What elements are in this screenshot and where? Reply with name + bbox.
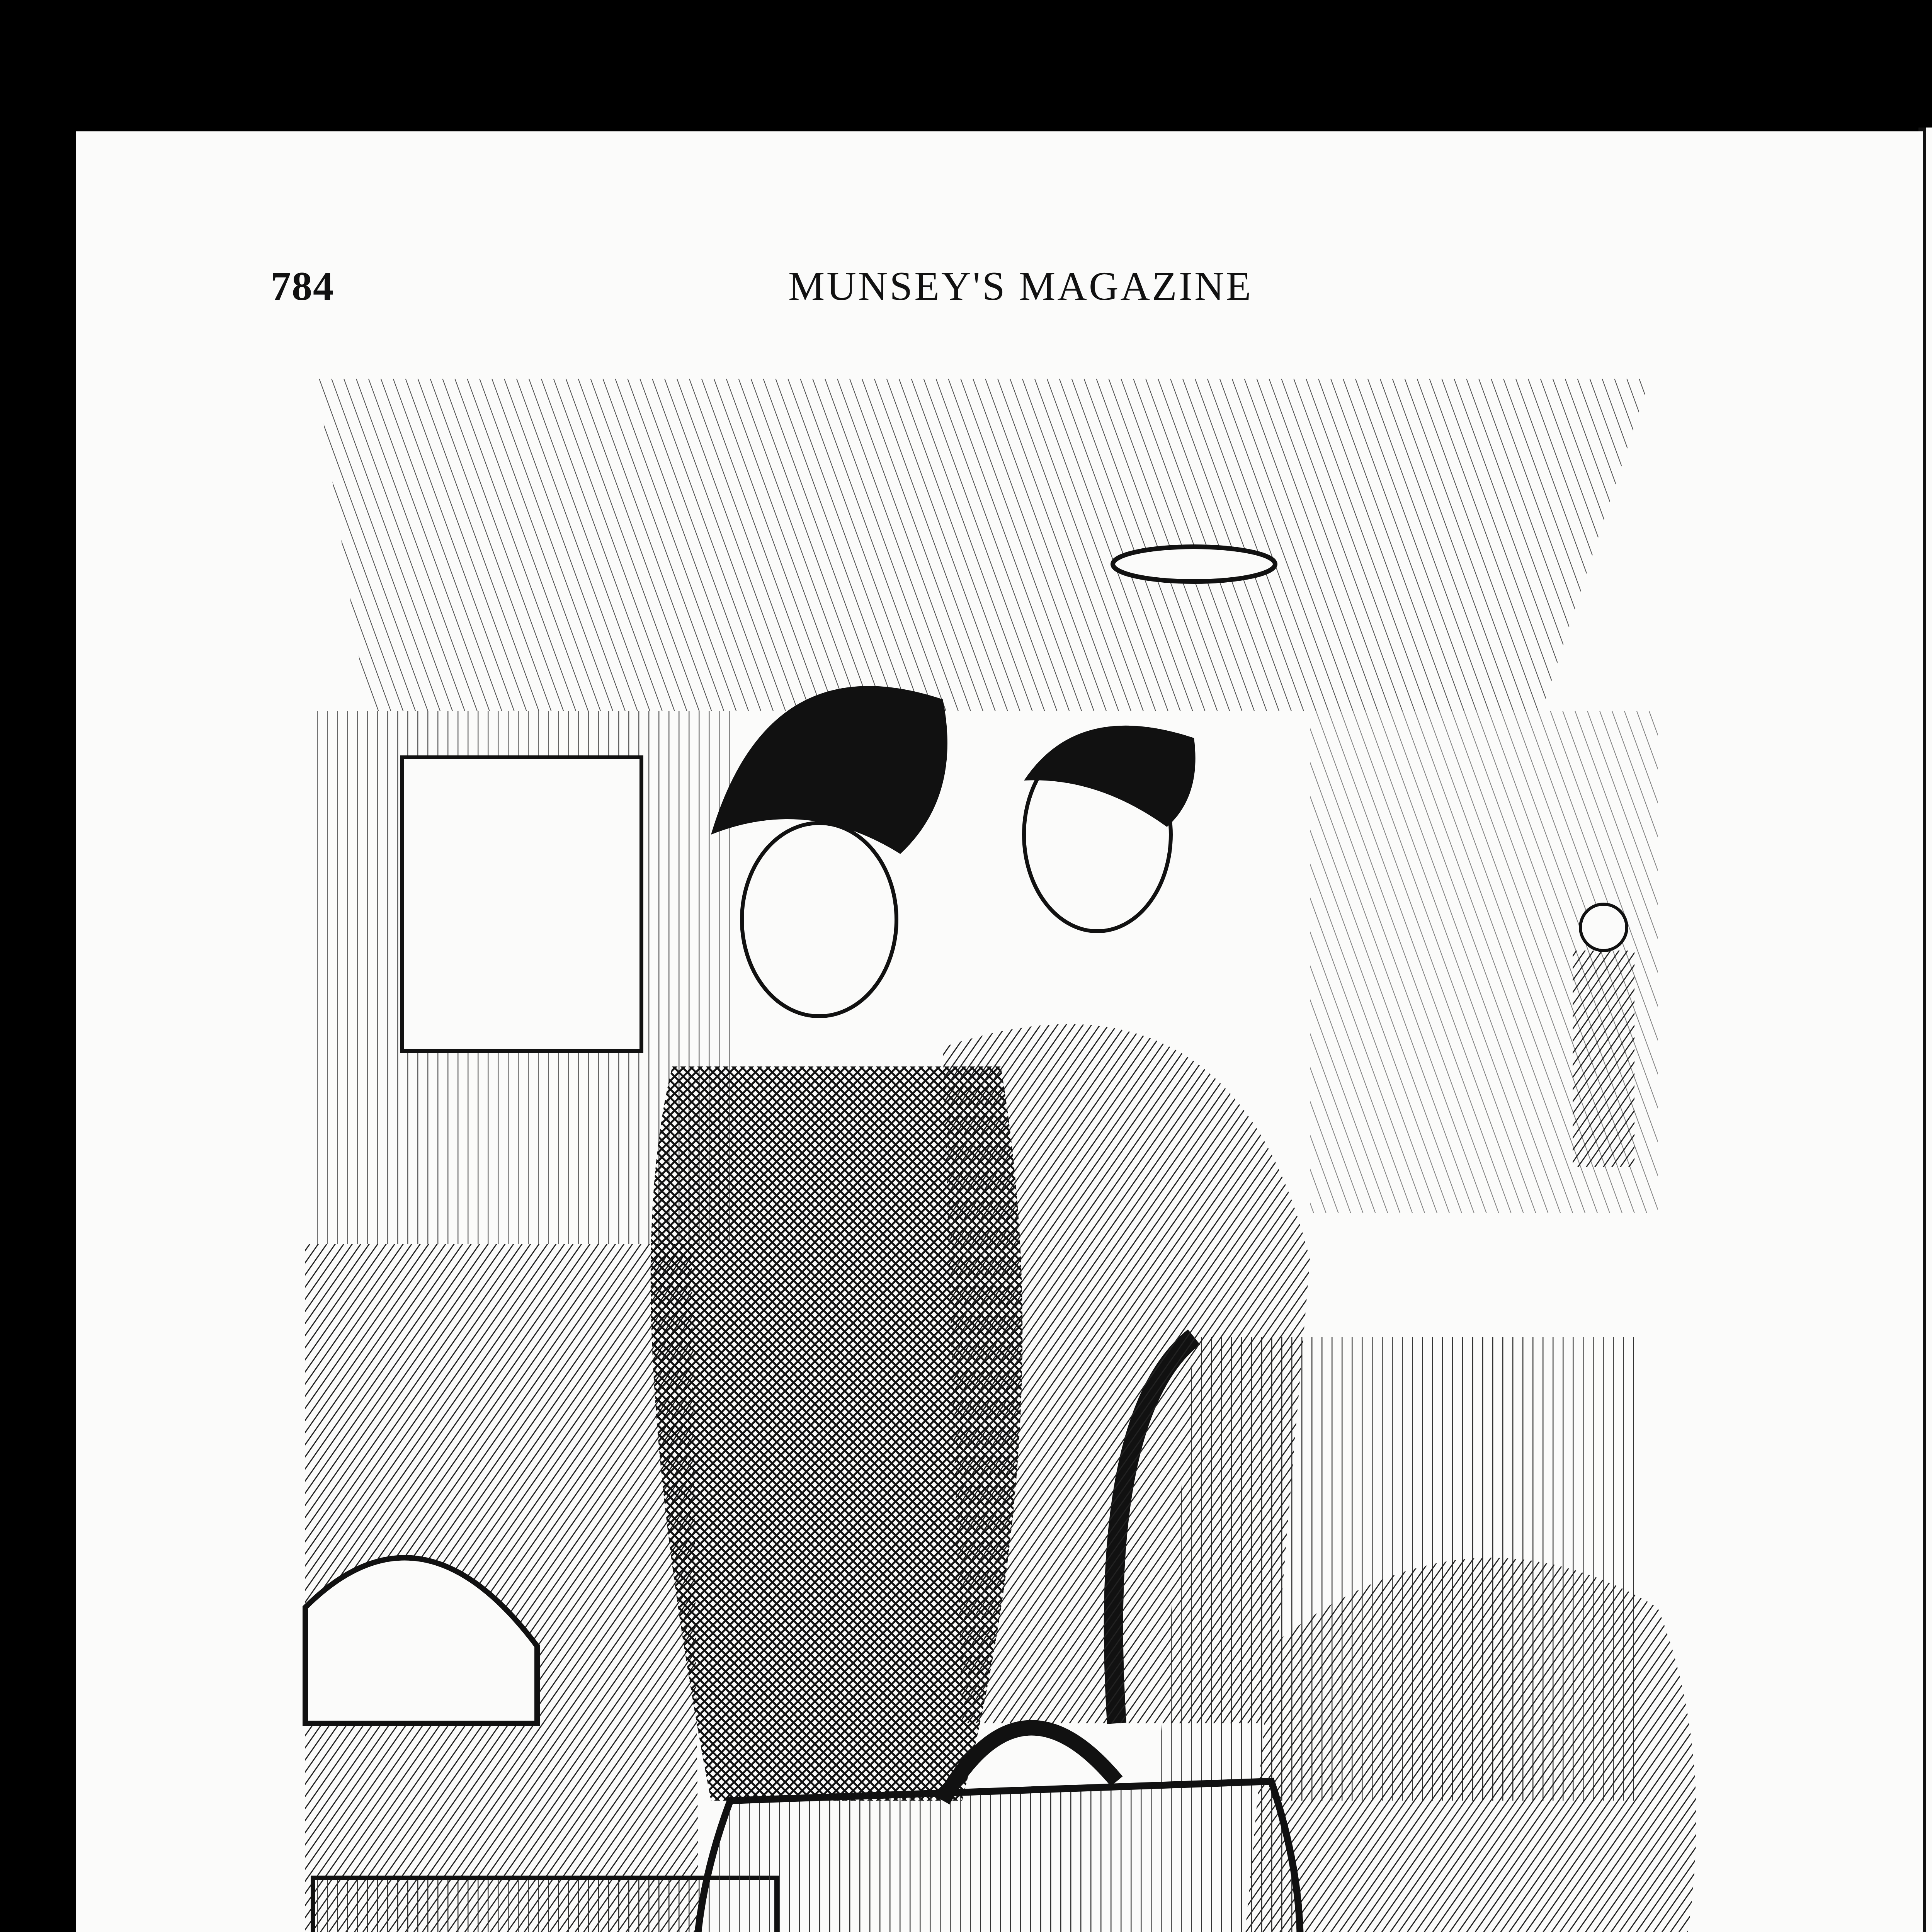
magazine-title: MUNSEY'S MAGAZINE	[788, 264, 1253, 309]
passenger-head	[1580, 904, 1627, 951]
car-ceiling	[317, 379, 1650, 711]
illustration	[267, 371, 1754, 1932]
page-number: 784	[270, 264, 334, 309]
left-window	[402, 757, 641, 1051]
facing-page-edge	[1926, 128, 1932, 1932]
passenger-figure	[1573, 951, 1634, 1167]
page-header	[270, 263, 1731, 325]
ceiling-lamp	[1113, 547, 1275, 582]
train-farewell-illustration	[267, 371, 1754, 1932]
gladstone-bag	[696, 1781, 1300, 1932]
man-coat	[943, 1024, 1310, 1723]
woman-face	[742, 823, 896, 1016]
